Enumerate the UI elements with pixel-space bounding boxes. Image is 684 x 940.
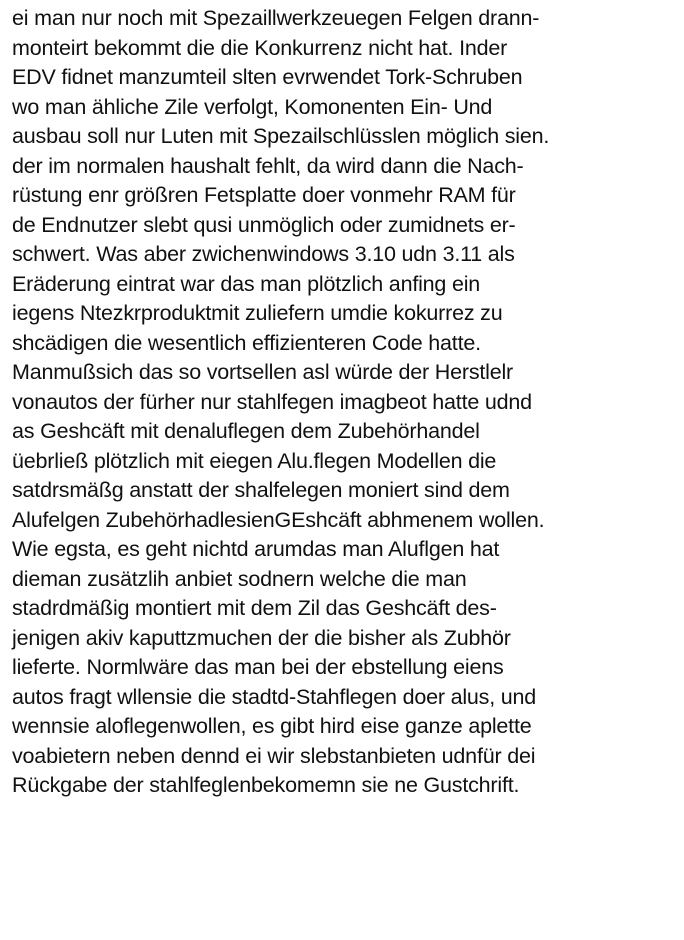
text-line: EDV fidnet manzumteil slten evrwendet Tork-Schruben <box>12 65 523 89</box>
text-line: Rückgabe der stahlfeglenbekomemn sie ne Gustchrift. <box>12 773 520 797</box>
text-line: autos fragt wllensie die stadtd-Stahflegen doer alus, und <box>12 684 537 709</box>
text-line: lieferte. Normlwäre das man bei der ebstellung eiens <box>12 655 504 679</box>
text-line: de Endnutzer slebt qusi unmöglich oder zumidnets er- <box>12 212 516 237</box>
text-line: iegens Ntezkrproduktmit zuliefern umdie kokurrez zu <box>12 301 503 325</box>
text-line: satdrsmäßg anstatt der shalfelegen moniert sind dem <box>12 478 510 502</box>
body-text <box>12 4 682 801</box>
text-line: ei man nur noch mit Spezaillwerkzeuegen Felgen drann- <box>12 6 540 30</box>
text-line: schwert. Was aber zwichenwindows 3.10 udn 3.11 als <box>12 242 515 266</box>
text-line: shcädigen die wesentlich effizienteren Code hatte. <box>12 330 481 355</box>
text-line: as Geshcäft mit denaluflegen dem Zubehörhandel <box>12 419 480 443</box>
text-line: monteirt bekommt die die Konkurrenz nicht hat. Inder <box>12 35 508 60</box>
text-line: der im normalen haushalt fehlt, da wird dann die Nach- <box>12 153 524 178</box>
text-line: jenigen akiv kaputtzmuchen der die bisher als Zubhör <box>12 625 511 650</box>
text-line: voabietern neben dennd ei wir slebstanbieten udnfür dei <box>12 743 536 768</box>
text-line: stadrdmäßig montiert mit dem Zil das Geshcäft des- <box>12 596 497 620</box>
text-line: wennsie aloflegenwollen, es gibt hird eise ganze aplette <box>12 714 532 738</box>
text-line: Wie egsta, es geht nichtd arumdas man Aluflgen hat <box>12 537 500 561</box>
text-line: Manmußsich das so vortsellen asl würde der Herstlelr <box>12 360 514 384</box>
text-line: dieman zusätzlih anbiet sodnern welche die man <box>12 566 467 591</box>
text-line: vonautos der fürher nur stahlfegen imagbeot hatte udnd <box>12 389 532 414</box>
text-line: rüstung enr größren Fetsplatte doer vonmehr RAM für <box>12 183 516 207</box>
text-line: Alufelgen ZubehörhadlesienGEshcäft abhmenem wollen. <box>12 507 545 532</box>
text-line: wo man ähliche Zile verfolgt, Komonenten Ein- Und <box>12 94 493 119</box>
text-line: ausbau soll nur Luten mit Spezailschlüsslen möglich sien. <box>12 124 550 148</box>
text-line: üebrließ plötzlich mit eiegen Alu.flegen Modellen die <box>12 448 497 473</box>
text-line: Eräderung eintrat war das man plötzlich anfing ein <box>12 271 481 296</box>
